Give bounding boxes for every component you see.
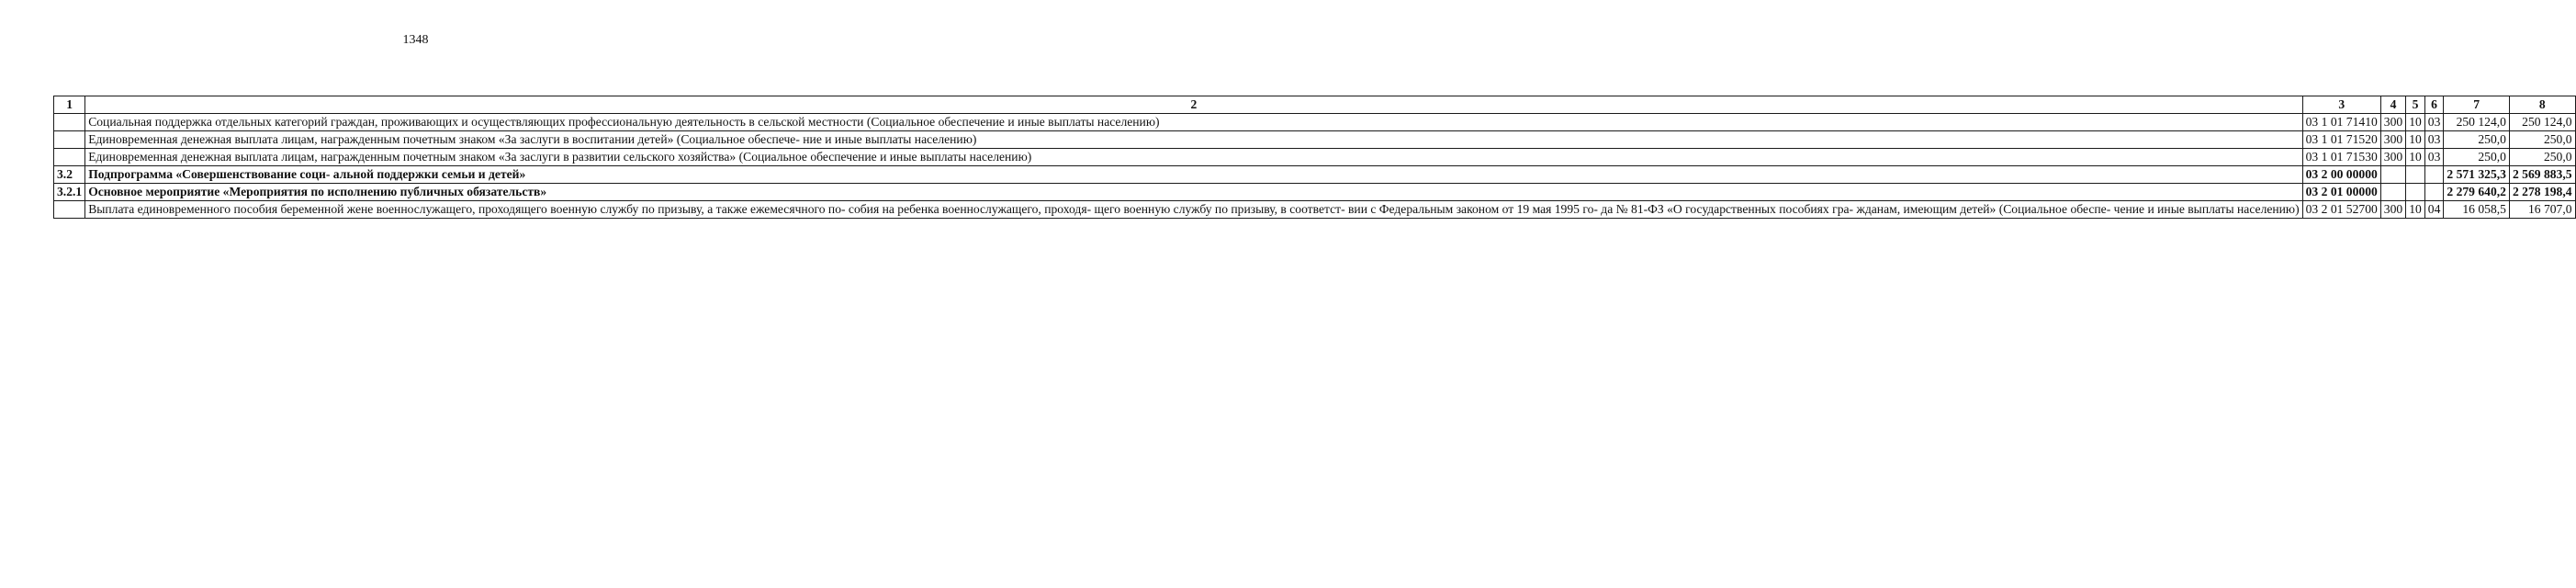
expense-type-code — [2380, 166, 2405, 184]
expense-type-code: 300 — [2380, 149, 2405, 166]
page-number: 1348 — [402, 33, 429, 47]
budget-classification-code: 03 1 01 71530 — [2302, 149, 2380, 166]
column-header: 2 — [85, 96, 2302, 114]
row-index — [54, 131, 85, 149]
section-code: 10 — [2406, 201, 2425, 219]
table-row — [54, 166, 2576, 184]
table-row — [54, 149, 2576, 166]
expense-type-code: 300 — [2380, 114, 2405, 131]
amount-year-2: 2 278 198,4 — [2509, 184, 2575, 201]
row-index: 3.2.1 — [54, 184, 85, 201]
row-description: Основное мероприятие «Мероприятия по исполнению публичных обязательств» — [85, 184, 2302, 201]
section-code — [2406, 184, 2425, 201]
column-header: 5 — [2406, 96, 2425, 114]
expense-type-code: 300 — [2380, 131, 2405, 149]
amount-year-1: 250,0 — [2444, 131, 2510, 149]
table-header-row — [54, 96, 2576, 114]
subsection-code — [2424, 184, 2444, 201]
row-index — [54, 201, 85, 219]
amount-year-2: 250,0 — [2509, 149, 2575, 166]
section-code: 10 — [2406, 149, 2425, 166]
row-description: Социальная поддержка отдельных категорий граждан, проживающих и осуществляющих профессиональную деятельность в сельской местности (Социальное обеспечение и иные выплаты населению) — [85, 114, 2302, 131]
budget-classification-code: 03 1 01 71520 — [2302, 131, 2380, 149]
budget-classification-code: 03 2 01 52700 — [2302, 201, 2380, 219]
subsection-code: 03 — [2424, 114, 2444, 131]
subsection-code: 04 — [2424, 201, 2444, 219]
table-row — [54, 114, 2576, 131]
amount-year-1: 250,0 — [2444, 149, 2510, 166]
column-header: 3 — [2302, 96, 2380, 114]
row-index — [54, 114, 85, 131]
amount-year-2: 2 569 883,5 — [2509, 166, 2575, 184]
column-header: 6 — [2424, 96, 2444, 114]
row-index: 3.2 — [54, 166, 85, 184]
column-header: 1 — [54, 96, 85, 114]
section-code: 10 — [2406, 131, 2425, 149]
row-description: Выплата единовременного пособия беременной жене военнослужащего, проходящего военную службу по призыву, а также ежемесячного по- собия на ребенка военнослужащего, проходя- щего военную службу по призыву, в соответст- вии с Федеральным законом от 19 мая 1995 го- да № 81-ФЗ «О государственных пособиях гра- жданам, имеющим детей» (Социальное обеспе- чение и иные выплаты населению) — [85, 201, 2302, 219]
amount-year-2: 250,0 — [2509, 131, 2575, 149]
row-description: Единовременная денежная выплата лицам, награжденным почетным знаком «За заслуги в развитии сельского хозяйства» (Социальное обеспечение и иные выплаты населению) — [85, 149, 2302, 166]
row-index — [54, 149, 85, 166]
budget-classification-code: 03 2 00 00000 — [2302, 166, 2380, 184]
section-code — [2406, 166, 2425, 184]
column-header: 4 — [2380, 96, 2405, 114]
subsection-code — [2424, 166, 2444, 184]
subsection-code: 03 — [2424, 131, 2444, 149]
column-header: 8 — [2509, 96, 2575, 114]
row-description: Подпрограмма «Совершенствование соци- альной поддержки семьи и детей» — [85, 166, 2302, 184]
section-code: 10 — [2406, 114, 2425, 131]
budget-classification-code: 03 1 01 71410 — [2302, 114, 2380, 131]
row-description: Единовременная денежная выплата лицам, награжденным почетным знаком «За заслуги в воспитании детей» (Социальное обеспече- ние и иные выплаты населению) — [85, 131, 2302, 149]
table-row — [54, 131, 2576, 149]
amount-year-1: 250 124,0 — [2444, 114, 2510, 131]
amount-year-1: 2 571 325,3 — [2444, 166, 2510, 184]
budget-classification-code: 03 2 01 00000 — [2302, 184, 2380, 201]
subsection-code: 03 — [2424, 149, 2444, 166]
expense-type-code — [2380, 184, 2405, 201]
column-header: 7 — [2444, 96, 2510, 114]
table-row — [54, 184, 2576, 201]
amount-year-2: 250 124,0 — [2509, 114, 2575, 131]
amount-year-1: 16 058,5 — [2444, 201, 2510, 219]
table-row — [54, 201, 2576, 219]
expense-type-code: 300 — [2380, 201, 2405, 219]
amount-year-2: 16 707,0 — [2509, 201, 2575, 219]
amount-year-1: 2 279 640,2 — [2444, 184, 2510, 201]
budget-table — [53, 96, 2576, 219]
